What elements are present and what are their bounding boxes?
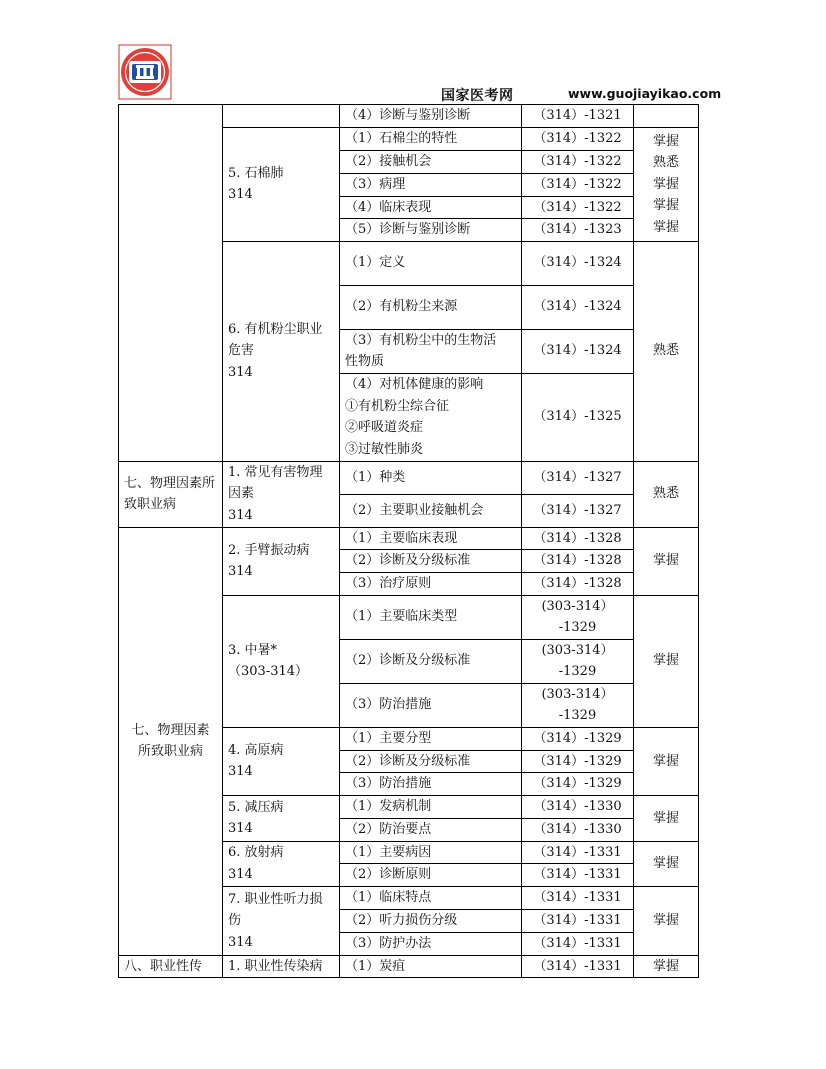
code-cell: [522, 595, 634, 639]
item-cell: （1）炭疽: [340, 955, 522, 978]
topic-cell: [223, 841, 340, 887]
level-text: 掌握: [652, 219, 679, 235]
level-text: 熟悉: [652, 155, 679, 170]
level-text: 掌握: [652, 176, 679, 192]
code-cell: （314）-1331: [522, 864, 634, 887]
topic-title: 因素: [228, 486, 255, 502]
code-cell: （314）-1328: [522, 550, 634, 573]
level-cell: 掌握: [634, 727, 699, 796]
item-cell: （3）防治措施: [340, 773, 522, 796]
item-cell: （1）石棉尘的特性: [340, 128, 522, 151]
topic-cell: [223, 105, 340, 128]
code-cell: （314）-1329: [522, 773, 634, 796]
topic-title: 6. 有机粉尘职业: [228, 321, 323, 337]
level-cell: 熟悉: [634, 461, 699, 527]
code-text: -1329: [558, 708, 597, 723]
item-cell: （2）听力损伤分级: [340, 909, 522, 932]
level-cell: 掌握: [634, 841, 699, 887]
code-cell: （314）-1327: [522, 461, 634, 494]
item-cell: （2）主要职业接触机会: [340, 494, 522, 527]
code-cell: （314）-1331: [522, 887, 634, 910]
item-text: （3）有机粉尘中的生物活: [345, 332, 497, 348]
code-cell: （314）-1330: [522, 818, 634, 841]
site-name: 国家医考网: [441, 88, 514, 104]
code-cell: （314）-1322: [522, 196, 634, 219]
code-text: (303-314）: [541, 686, 614, 702]
section-title: 致职业病: [124, 497, 177, 512]
item-cell: [340, 373, 522, 461]
table-row: [119, 955, 699, 978]
code-cell: （314）-1330: [522, 796, 634, 819]
code-cell: （314）-1323: [522, 219, 634, 242]
item-cell: （5）诊断与鉴别诊断: [340, 219, 522, 242]
item-cell: （2）接触机会: [340, 151, 522, 174]
topic-title: 4. 高原病: [228, 742, 284, 758]
item-text: ①有机粉尘综合征: [345, 398, 450, 414]
code-cell: （314）-1322: [522, 128, 634, 151]
topic-title: 1. 常见有害物理: [228, 464, 323, 480]
code-cell: （314）-1331: [522, 932, 634, 955]
topic-cell: [223, 461, 340, 527]
level-cell: [634, 128, 699, 242]
section-cell: [119, 105, 223, 462]
code-text: -1329: [558, 620, 597, 635]
site-logo: [118, 44, 172, 100]
item-cell: （3）治疗原则: [340, 572, 522, 595]
topic-code: 314: [228, 821, 253, 837]
item-text: 性物质: [345, 354, 385, 369]
topic-cell: 1. 职业性传染病: [223, 955, 340, 978]
item-cell: （4）诊断与鉴别诊断: [340, 105, 522, 128]
topic-cell: [223, 595, 340, 727]
item-cell: （3）防护办法: [340, 932, 522, 955]
level-cell: 掌握: [634, 796, 699, 842]
item-cell: （2）诊断原则: [340, 864, 522, 887]
topic-code: 314: [228, 507, 253, 523]
item-cell: （1）临床特点: [340, 887, 522, 910]
code-cell: （314）-1324: [522, 241, 634, 285]
topic-code: 314: [228, 187, 253, 203]
item-cell: （1）主要临床类型: [340, 595, 522, 639]
code-cell: （314）-1325: [522, 373, 634, 461]
topic-title: 3. 中暑*: [228, 642, 278, 658]
code-cell: [522, 639, 634, 683]
topic-cell: [223, 796, 340, 842]
level-cell: [634, 105, 699, 128]
topic-code: 314: [228, 564, 253, 579]
table-row: [119, 105, 699, 128]
topic-title: 6. 放射病: [228, 845, 284, 861]
code-cell: [522, 683, 634, 727]
topic-title: 2. 手臂振动病: [228, 542, 310, 558]
code-text: (303-314）: [541, 642, 614, 658]
site-url: www.guojiayikao.com: [568, 86, 722, 101]
section-title: 七、物理因素: [131, 722, 210, 738]
item-cell: （1）主要分型: [340, 727, 522, 750]
code-cell: （314）-1322: [522, 173, 634, 196]
code-text: (303-314）: [541, 598, 614, 614]
code-cell: （314）-1324: [522, 285, 634, 329]
code-cell: （314）-1331: [522, 909, 634, 932]
topic-code: 314: [228, 364, 253, 380]
item-cell: （3）病理: [340, 173, 522, 196]
level-cell: 掌握: [634, 955, 699, 978]
code-cell: （314）-1328: [522, 527, 634, 550]
item-cell: （2）诊断及分级标准: [340, 550, 522, 573]
code-cell: （314）-1331: [522, 955, 634, 978]
topic-code: 314: [228, 934, 253, 950]
item-cell: （4）临床表现: [340, 196, 522, 219]
topic-cell: [223, 887, 340, 956]
item-cell: （1）主要病因: [340, 841, 522, 864]
item-cell: （1）主要临床表现: [340, 527, 522, 550]
code-text: -1329: [558, 664, 597, 679]
level-cell: 熟悉: [634, 241, 699, 461]
item-cell: [340, 329, 522, 373]
item-cell: （2）诊断及分级标准: [340, 750, 522, 773]
level-text: 掌握: [652, 198, 679, 213]
section-cell: [119, 461, 223, 527]
code-cell: （314）-1327: [522, 494, 634, 527]
code-cell: （314）-1328: [522, 572, 634, 595]
level-cell: 掌握: [634, 887, 699, 956]
topic-title: 伤: [228, 913, 242, 928]
topic-title: 危害: [228, 343, 255, 359]
item-text: ②呼吸道炎症: [345, 420, 424, 435]
code-cell: （314）-1329: [522, 750, 634, 773]
code-cell: （314）-1322: [522, 151, 634, 174]
section-cell: 八、职业性传: [119, 955, 223, 978]
table-row: [119, 527, 699, 550]
topic-cell: [223, 527, 340, 595]
item-text: （4）对机体健康的影响: [345, 377, 484, 392]
level-cell: 掌握: [634, 527, 699, 595]
section-title: 七、物理因素所: [124, 475, 216, 491]
topic-cell: [223, 727, 340, 796]
exam-outline-table: [118, 104, 699, 978]
section-title: 所致职业病: [137, 744, 203, 759]
item-cell: （1）发病机制: [340, 796, 522, 819]
item-cell: （2）防治要点: [340, 818, 522, 841]
topic-code: 314: [228, 764, 253, 780]
topic-cell: [223, 241, 340, 461]
table-row: [119, 461, 699, 494]
level-cell: 掌握: [634, 595, 699, 727]
topic-title: 5. 减压病: [228, 799, 284, 815]
code-cell: （314）-1331: [522, 841, 634, 864]
item-cell: （1）种类: [340, 461, 522, 494]
item-cell: （2）有机粉尘来源: [340, 285, 522, 329]
item-cell: （1）定义: [340, 241, 522, 285]
item-cell: （2）诊断及分级标准: [340, 639, 522, 683]
topic-code: 314: [228, 866, 253, 882]
topic-code: （303-314）: [228, 664, 309, 679]
topic-cell: [223, 128, 340, 242]
code-cell: （314）-1324: [522, 329, 634, 373]
code-cell: （314）-1321: [522, 105, 634, 128]
topic-title: 7. 职业性听力损: [228, 891, 323, 907]
item-text: ③过敏性肺炎: [345, 441, 424, 457]
level-text: 掌握: [652, 133, 679, 149]
section-cell: [119, 527, 223, 955]
code-cell: （314）-1329: [522, 727, 634, 750]
topic-title: 5. 石棉肺: [228, 165, 284, 181]
item-cell: （3）防治措施: [340, 683, 522, 727]
